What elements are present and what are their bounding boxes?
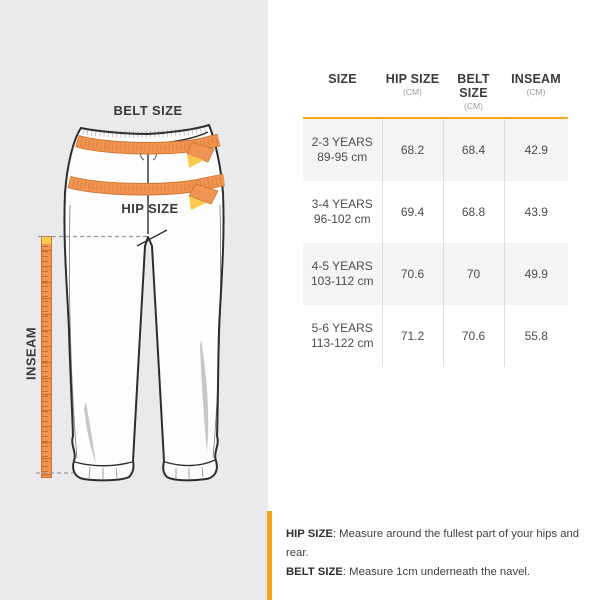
size-cell: 4-5 YEARS 103-112 cm (311, 259, 374, 288)
pants-illustration (0, 0, 268, 600)
notes-accent-bar (267, 511, 272, 600)
size-cell: 2-3 YEARS 89-95 cm (311, 135, 373, 164)
table-row (303, 305, 568, 367)
hip-value-cell: 70.6 (382, 243, 443, 305)
table-row (303, 118, 568, 181)
inseam-label: INSEAM (23, 327, 39, 380)
hip-value-cell: 69.4 (382, 181, 443, 243)
size-cell: 3-4 YEARS 96-102 cm (311, 197, 373, 226)
belt-value-cell: 70 (443, 243, 504, 305)
belt-value-cell: 68.8 (443, 181, 504, 243)
col-header-inseam: INSEAM (CM) (504, 60, 568, 118)
col-header-size: SIZE (303, 60, 382, 118)
inseam-value-cell: 43.9 (504, 181, 568, 243)
belt-size-label: BELT SIZE (113, 103, 183, 118)
measurement-notes (286, 525, 588, 582)
pants-diagram-panel (0, 0, 268, 600)
inseam-value-cell: 49.9 (504, 243, 568, 305)
size-table (303, 60, 568, 367)
size-table-header (303, 60, 568, 118)
inseam-ruler (42, 237, 52, 478)
hip-value-cell: 68.2 (382, 118, 443, 181)
table-row (303, 243, 568, 305)
hip-size-label: HIP SIZE (121, 201, 179, 216)
belt-value-cell: 70.6 (443, 305, 504, 367)
hip-value-cell: 71.2 (382, 305, 443, 367)
belt-size-note: BELT SIZE: Measure 1cm underneath the navel. (286, 566, 531, 578)
col-header-belt-size: BELT SIZE (CM) (443, 60, 504, 118)
size-cell: 5-6 YEARS 113-122 cm (311, 321, 374, 350)
table-row (303, 181, 568, 243)
hip-size-note: HIP SIZE: Measure around the fullest part of your hips and rear. (286, 528, 580, 559)
inseam-ruler-cap (42, 237, 51, 244)
col-header-hip-size: HIP SIZE (CM) (382, 60, 443, 118)
inseam-value-cell: 42.9 (504, 118, 568, 181)
belt-value-cell: 68.4 (443, 118, 504, 181)
inseam-value-cell: 55.8 (504, 305, 568, 367)
